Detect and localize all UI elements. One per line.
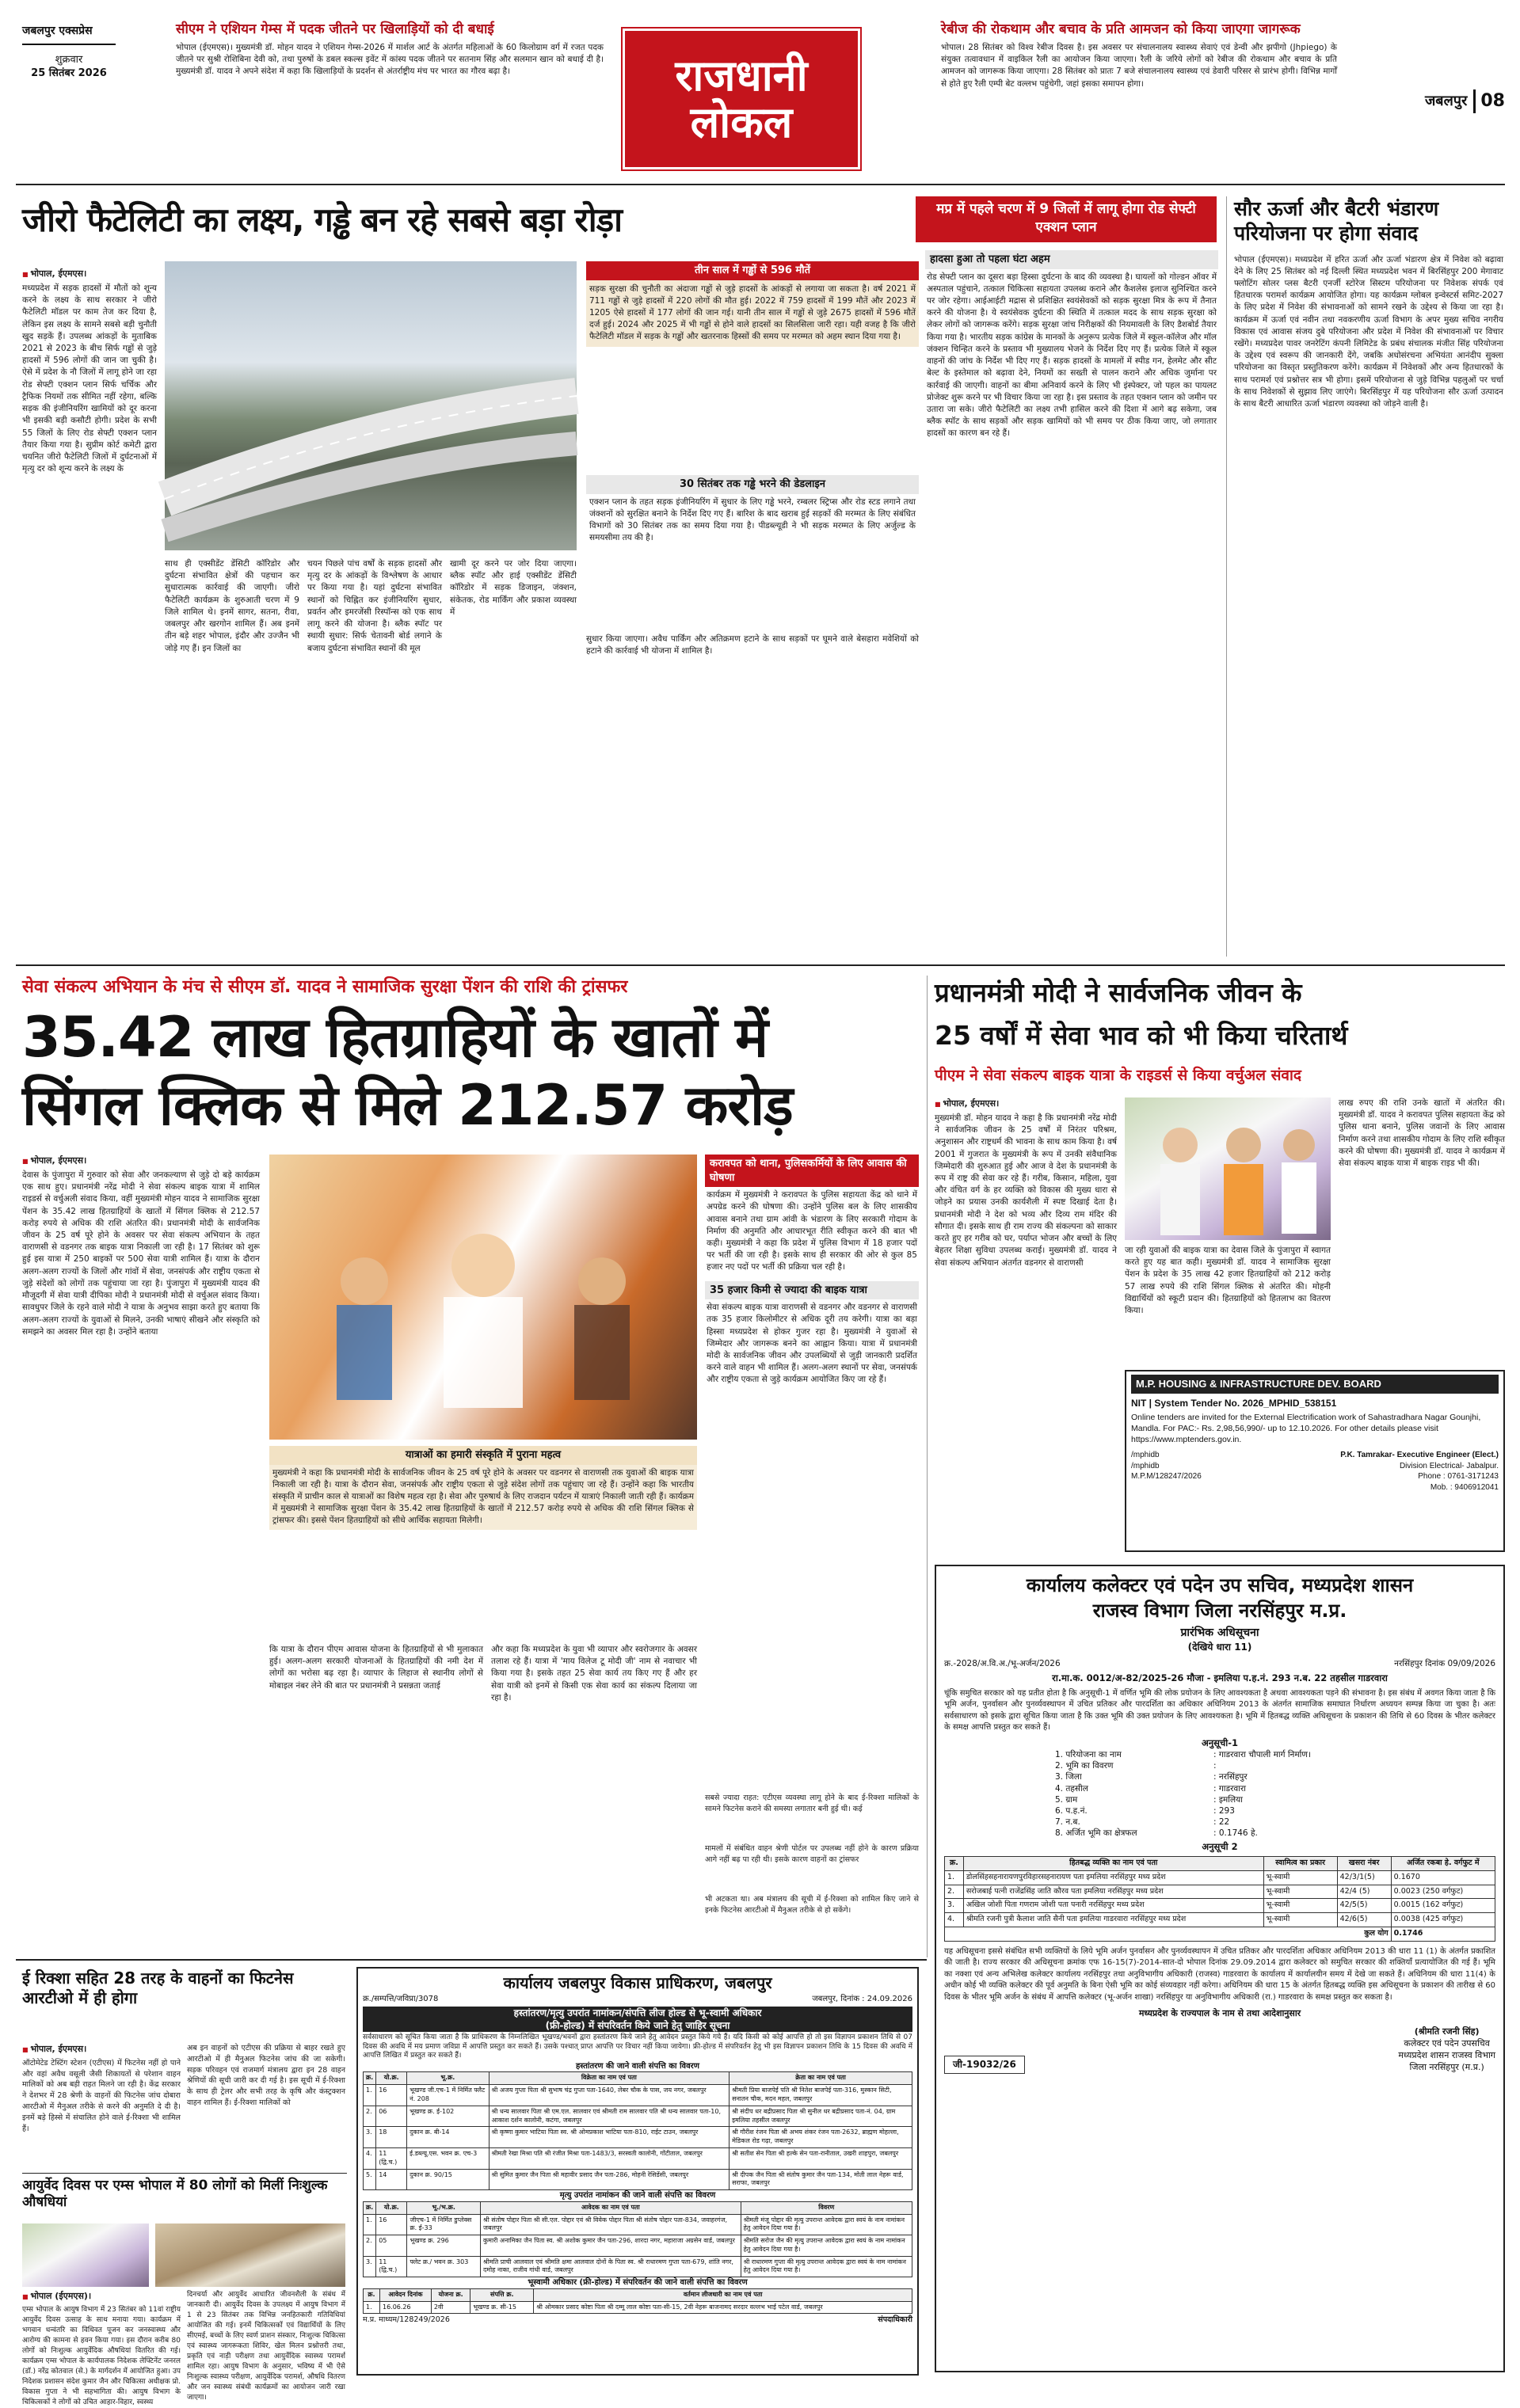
pm-col3: लाख रुपए की राशि उनके खातों में अंतरित की। मुख्यमंत्री डॉ. यादव ने करावपत पुलिस सहायता केंद्र को पुलिस थाना बनाने, पुलिस जवानों के लिए आवास निर्माण करने तथा शासकीय गोदाम के लिए राशि स्वीकृत करने की घोषणा की। मुख्यमंत्री डॉ. यादव ने कार्यक्रम में सेवा संकल्प बाइक यात्रा में बाइक राइड भी की। [1339, 1098, 1505, 1169]
pm-byline: ■ भोपाल, ईएमएस। [935, 1097, 1117, 1110]
transfer-row [364, 2127, 912, 2148]
schedule-row [1055, 1794, 1495, 1805]
table-header-cell: संपत्ति क्र. [470, 2288, 534, 2301]
schedule-row [1055, 1816, 1495, 1828]
land-row [945, 1899, 1495, 1913]
table-cell: श्री अजय गुप्ता पिता श्री सुभाष चंद्र गुप्ता पता-1640, लेबर चौक के पास, जय नगर, जबलपुर [489, 2085, 730, 2106]
schedule-row [1055, 1828, 1495, 1839]
table-cell: श्रीमति सरोज जैन की मृत्यु उपरान्त आवेदक द्वारा स्वयं के नाम नामांकन हेतु आवेदन दिया गया है। [741, 2235, 912, 2257]
table-cell: 42/5(5) [1337, 1899, 1391, 1913]
zf-col2: साथ ही एक्सीडेंट डेंसिटी कॉरिडोर और दुर्घटना संभावित क्षेत्रों की पहचान कर सुधारात्मक कार्रवाई की जाएगी। जीरो फैटेलिटी कार्यक्रम के शुरुआती चरण में 9 जिले शामिल थे। इनमें सागर, सतना, रीवा, जबलपुर और खरगोन शामिल हैं। अब इनमें तीन बड़े शहर भोपाल, इंदौर और उज्जैन भी जोड़े गए हैं। इन जिलों का [165, 559, 299, 653]
seva-col2: कि यात्रा के दौरान पीएम आवास योजना के हितग्राहियों से भी मुलाकात हुई। अलग-अलग सरकारी योजनाओं के हितग्राहियों की नमी देश में लोगों का भरोसा बढ़ रहा है। व्यापार के लिहाज से स्थानीय लोगों से मोबाइल नंबर लेने की बात पर प्रधानमंत्री ने प्रसन्नता जताई [269, 1645, 483, 1691]
mph-title: M.P. HOUSING & INFRASTRUCTURE DEV. BOARD [1131, 1375, 1499, 1394]
mph-signer: P.K. Tamrakar- Executive Engineer (Elect.) [1340, 1451, 1499, 1460]
schedule-key: 1. परियोजना का नाम [1055, 1750, 1122, 1760]
day-label: शुक्रवार [55, 53, 83, 66]
jda-subtitle-2: (फ्री-होल्ड) में संपरिवर्तन किये जाने हेतु जाहिर सूचना [363, 2019, 912, 2032]
table-cell: भू-स्वामी [1263, 1885, 1337, 1899]
table-cell: 2. [945, 1885, 964, 1899]
solar-body: भोपाल (ईएमएस)। मध्यप्रदेश में हरित ऊर्जा और ऊर्जा भंडारण क्षेत्र में निवेश को बढ़ावा देने के लिए 25 सितंबर को नई दिल्ली स्थित मध्यप्रदेश भवन में बिरसिंहपुर 200 मेगावाट फ्लोटिंग सोलर प्लस बैटरी एनर्जी स्टोरेज सिस्टम परियोजना पर निवेशक संपर्क एवं हितधारक परामर्श कार्यक्रम आयोजित होगा। यह कार्यक्रम ग्लोबल इन्वेस्टर्स समिट-2027 के लिए प्रदेश में निवेश की संभावनाओं को सामने रखने के उद्देश्य से किया जा रहा है। कार्यक्रम में ऊर्जा एवं नवीन तथा नवकरणीय ऊर्जा विभाग के अपर मुख्य सचिव नगरीय विकास एवं आवास संजय दुबे परियोजना और प्रदेश में निवेश की संभावनाओं पर विचार रखेंगे। मध्यप्रदेश पावर जनरेटिंग कंपनी लिमिटेड के प्रबंध संचालक मंजीत सिंह परियोजना के उद्देश्य एवं स्वरूप की जानकारी देंगे, जबकि अधोसंरचना अभियंता आनंदीप सुक्ला परियोजना का विस्तृत प्रस्तुतिकरण करेंगे। कार्यक्रम में निवेशकों और अन्य हितधारकों के साथ परामर्श एवं प्रश्नोत्तर सत्र भी होगा। इसमें परियोजना से जुड़े विभिन्न पहलुओं पर चर्चा के साथ निवेशकों से सुझाव लिए जाएंगे। बिरसिंहपुर में यह परियोजना सौर ऊर्जा उत्पादन के साथ बैटरी आधारित ऊर्जा भंडारण व्यवस्था को जोड़ने वाली है। [1234, 254, 1503, 409]
collector-title-2: राजस्व विभाग जिला नरसिंहपुर म.प्र. [1092, 1600, 1347, 1622]
table-cell: जीएच-1 में निर्मित डुप्लेक्स क्र. ई-33 [407, 2214, 481, 2235]
table-header-cell: खसरा नंबर [1337, 1856, 1391, 1870]
table-cell: श्री धन्य सालवार पिता श्री एम.एल. सालवार एवं श्रीमती राम सालवार पति श्री धन्य सालवार पता-10, आकाश दर्शन कालोनी, कटंगा, जबलपुर [489, 2106, 730, 2127]
mph-mob: Mob. : 9406912041 [1430, 1482, 1499, 1492]
table-cell: श्री संदीप धर बद्रीप्रसाद पिता श्री सुनील धर बद्रीप्रसाद पता-नं. 04, ग्राम इमलिया तहसील जबलपुर [730, 2106, 912, 2127]
table-cell: श्री राधारमण गुप्ता की मृत्यु उपरान्त आवेदक द्वारा स्वयं के नाम नामांकन हेतु आवेदन दिया गया है। [741, 2256, 912, 2277]
table-cell: 0.0038 (425 वर्गफुट) [1391, 1913, 1495, 1927]
solar-headline: सौर ऊर्जा और बैटरी भंडारण परियोजना पर होगा संवाद [1234, 197, 1439, 245]
zf-col3: चयन पिछले पांच वर्षों के सड़क हादसों और मृत्यु दर के आंकड़ों के विश्लेषण के आधार पर किया गया है। यहां दुर्घटना संभावित स्थानों को चिह्नित कर इंजीनियरिंग सुधार, प्रवर्तन और इमरजेंसी रिस्पॉन्स को एक साथ लागू करने की योजना है। ब्लैक स्पॉट पर स्थायी सुधार: सिर्फ चेतावनी बोर्ड लगाने के बजाय दुर्घटना संभावित स्थानों की मूल [307, 559, 442, 653]
seva-side-box [705, 1155, 919, 1788]
schedule-value: : 0.1746 हे. [1213, 1828, 1258, 1839]
top-left-headline: सीएम ने एशियन गेम्स में पदक जीतने पर खिलाड़ियों को दी बधाई [176, 21, 494, 37]
table-cell: 2. [364, 2106, 376, 2127]
table-cell: डोलसिंहसहनारायणपुरविहारसहनारायण पता इमलिया नरसिंहपुर मध्य प्रदेश [963, 1870, 1263, 1885]
schedule-row [1055, 1771, 1495, 1782]
nomination-row [364, 2235, 912, 2257]
table-cell: भूखण्ड जी.एच-1 में निर्मित फ्लैट नं. 208 [407, 2085, 489, 2106]
schedule-list [1055, 1749, 1495, 1839]
table-header-cell: क्र. [945, 1856, 964, 1870]
schedule-row [1055, 1783, 1495, 1794]
section-title-line1: राजधानी [675, 50, 808, 101]
mph-tender-no: NIT | System Tender No. 2026_MPHID_538151 [1131, 1397, 1337, 1409]
rally-illustration [269, 1155, 697, 1440]
seva-col1-text: देवास के पुंजापुरा में गुरुवार को सेवा और जनकल्याण से जुड़े दो बड़े कार्यक्रम एक साथ हुए। प्रधानमंत्री नरेंद्र मोदी ने सेवा संकल्प बाइक यात्रा में शामिल राइडर्स से वर्चुअली संवाद किया, वहीं मुख्यमंत्री मोहन यादव ने सामाजिक सुरक्षा पेंशन के 35.42 लाख हितग्राहियों के खातों में सिंगल क्लिक से 212.57 करोड़ रुपये से अधिक की राशि अंतरित की। प्रधानमंत्री मोदी के सार्वजनिक जीवन के 25 वर्ष पूरे होने के अवसर पर सेवा संकल्प अभियान के तहत वाराणसी से वडनगर तक बाइक यात्रा निकाली जा रही है। 17 सितंबर को शुरू हुई इस यात्रा में 250 बाइकों पर 500 सेवा यात्री शामिल हैं। यात्रा के दौरान अलग-अलग राज्यों के जिलों और गांवों में सेवा, जनसंपर्क और राष्ट्रीय एकता से जुड़े संदेशों को लोगों तक पहुंचाया जा रहा है। पुंजापुरा में मुख्यमंत्री यादव की मौजूदगी में सेवा यात्री दीपिका मोदी ने प्रधानमंत्री मोदी से वर्चुअल संवाद किया। सावधुपर जिले के रहने वाले मोदी ने यात्रा के अनुभव साझा करते हुए बताया कि अलग-अलग राज्यों के युवाओं से मिलने, उनकी भाषाएं सीखने और संस्कृति को समझने का अवसर मिल रहा है। उन्होंने बताया [22, 1170, 260, 1337]
transfer-row [364, 2169, 912, 2190]
table-cell: 1. [364, 2214, 376, 2235]
table-cell: 14 [376, 2169, 407, 2190]
erickshaw-col1-text: ऑटोमेटेड टेस्टिंग स्टेशन (एटीएस) में फिटनेस नहीं हो पाने और वहां अवैध वसूली जैसी शिकायतों से परेशान वाहन मालिकों को अब बड़ी राहत मिलने जा रही है। केंद्र सरकार ने देशभर में 28 श्रेणी के वाहनों की फिटनेस जांच दोबारा आरटीओ में मैनुअल तरीके से करने की अनुमति दे दी है। इनमें बड़े हिस्से में संचालित होने वाले ई-रिक्शा भी शामिल हैं। [22, 2058, 181, 2133]
table-header-cell: भू.क्र. [407, 2072, 489, 2085]
jda-subtitle-1: हस्तांतरण/मृत्यु उपरांत नामांकन/संपत्ति लीज होल्ड से भू-स्वामी अधिकार [363, 2007, 912, 2019]
jda-freehold-table [363, 2288, 912, 2315]
land-row [945, 1870, 1495, 1885]
collector-ref-left: क्र.-2028/अ.वि.अ./भू-अर्जन/2026 [944, 1658, 1061, 1668]
page-number-box [1347, 87, 1505, 116]
jda-footer-right: संपदाधिकारी [878, 2315, 912, 2325]
mph-handles [1131, 1450, 1202, 1493]
table-header-cell: यो.क्र. [376, 2072, 407, 2085]
ayurveda-byline: ■ भोपाल (ईएमएस)। [22, 2290, 181, 2303]
zf-col1 [22, 268, 157, 980]
ayurveda-col1-text: एम्स भोपाल के आयुष विभाग में 23 सितंबर को 11वां राष्ट्रीय आयुर्वेद दिवस उत्साह के साथ मनाया गया। कार्यक्रम में भगवान धन्वंतरि का विधिवत पूजन कर जनस्वास्थ्य और आरोग्य की कामना से हवन किया गया। इस दौरान करीब 80 लोगों को निःशुल्क आयुर्वेदिक औषधियां वितरित की गई। कार्यक्रम एम्स भोपाल के कार्यपालक निदेशक लेफ्टिनेंट जनरल (डॉ.) नरेंद्र कोतवाल (से.) के मार्गदर्शन में आयोजित हुआ। उप निदेशक प्रशासन संदेश कुमार जैन और चिकित्सा अधीक्षक प्रो. विकास गुप्ता ने भी सहभागिता की। आयुष विभाग के चिकित्सकों ने लोगों को उचित आहार-विहार, स्वस्थ्य [22, 2305, 181, 2407]
seva-bottom-rule [16, 1959, 927, 1961]
caption-body: मुख्यमंत्री ने कहा कि प्रधानमंत्री मोदी के सार्वजनिक जीवन के 25 वर्ष पूरे होने के अवसर पर वडनगर से वाराणसी तक युवाओं की बाइक यात्रा निकाली जा रही है। यात्रा के दौरान सेवा, जनसंपर्क और राष्ट्रीय एकता से जुड़े संदेश लोगों तक पहुंचाए जा रहे हैं। उन्होंने कहा कि भारतीय संस्कृति में प्राचीन काल से यात्राओं का विशेष महत्व रहा है। सेवा और पुरुषार्थ के लिए राजदान पर्यटन में यात्राएं निकाली जाती रही हैं। कार्यक्रम में मुख्यमंत्री ने सामाजिक सुरक्षा पेंशन के 35.42 लाख हितग्राहियों के खातों में 212.57 करोड़ रुपये से अधिक की राशि सिंगल क्लिक से ट्रांसफर की। इससे पेंशन हितग्राहियों को सीधे आर्थिक सहायता मिलेगी। [269, 1465, 697, 1530]
stat-box [586, 261, 919, 467]
jda-t1-title: हस्तांतरण की जाने वाली संपत्ति का विवरण [576, 2061, 699, 2071]
city-label: जबलपुर [1424, 92, 1468, 109]
table-cell: श्री कृष्णा कुमार भाटिया पिता स्व. श्री ओमप्रकाश भाटिया पता-810, राईट टाउन, जबलपुर [489, 2127, 730, 2148]
table-cell: 0.0023 (250 वर्गफुट) [1391, 1885, 1495, 1899]
schedule-key: 6. प.ह.नं. [1055, 1805, 1088, 1816]
pm-headline-1: प्रधानमंत्री मोदी ने सार्वजनिक जीवन के [935, 977, 1302, 1008]
table-cell: सरोजबाई पत्नी राजेंद्रसिंह जाति कौरव पता इमलिया नरसिंहपुर मध्य प्रदेश [963, 1885, 1263, 1899]
side-body: कार्यक्रम में मुख्यमंत्री ने करावपत के पुलिस सहायता केंद्र को थाने में अपग्रेड करने की घोषणा की। उन्होंने पुलिस बल के लिए शासकीय आवास बनाने तथा ग्राम आंवी के भंडारण के लिए सरकारी गोदाम के निर्माण की अनुमति और आधारभूत रीति स्वीकृत करने की बात भी कही। मुख्यमंत्री ने कहा कि प्रदेश में पुलिस विभाग में 18 हजार पदों पर भर्ती की जा रही है। इसके साथ ही सरकार की ओर से कुल 85 हजार नए पदों पर भर्ती की प्रक्रिया चल रही है। [707, 1190, 917, 1272]
date-label: 25 सितंबर 2026 [31, 67, 107, 80]
collector-signer-title-1: कलेक्टर एवं पदेन उपसचिव [1404, 2038, 1490, 2049]
solar-divider [1226, 196, 1227, 957]
table-cell: 05 [376, 2235, 407, 2257]
table-cell: भू-स्वामी [1263, 1913, 1337, 1927]
table-cell: भू-स्वामी [1263, 1870, 1337, 1885]
table-cell: 5. [364, 2169, 376, 2190]
mph-division: Division Electrical- Jabalpur. [1399, 1461, 1499, 1470]
mph-ref: M.P.M/128247/2026 [1131, 1472, 1202, 1482]
top-left-body: भोपाल (ईएमएस)। मुख्यमंत्री डॉ. मोहन यादव ने एशियन गेम्स-2026 में मार्शल आर्ट के अंतर्गत महिलाओं के 60 किलोग्राम वर्ग में रजत पदक जीतने पर सुश्री रोशिबिना देवी को, तथा पुरुषों के डबल स्कल्स इवेंट में कांस्य पदक जीतने पर सतनाम सिंह और सलमान खान को बधाई दी है। मुख्यमंत्री डॉ. यादव ने अपने संदेश में कहा कि खिलाड़ियों के प्रदर्शन से अंतर्राष्ट्रीय मंच पर भारत का गौरव बढ़ा है। [176, 42, 604, 77]
schedule-key: 4. तहसील [1055, 1783, 1088, 1794]
collector-intro: चूंकि समुचित सरकार को यह प्रतीत होता है कि अनुसूची-1 में वर्णित भूमि की लोक प्रयोजन के लिए आवश्यकता है अथवा आवश्यकता पड़ने की संभावना है। इस संबंध में अवगत किया जाता है कि भूमि अर्जन, पुनर्वासन और पुनर्व्यवस्थापन में उचित प्रतिकर और पारदर्शिता का अधिकार अधिनियम 2013 के अंतर्गत सामाजिक समाघात निर्धारण अध्ययन सम्पन्न किया जा चुका है। अतः सर्वसाधारण को इसके द्वारा सूचित किया जाता है कि उक्त भूमि की उक्त प्रयोजन के लिए आवश्यकता है। भूमि में हितबद्ध व्यक्ति अधिसूचना के प्रकाशन की तिथि से 60 दिवस के भीतर कलेक्टर के समक्ष आपत्ति प्रस्तुत कर सकते हैं। [944, 1688, 1495, 1733]
pm-illustration [1125, 1097, 1331, 1240]
zf-byline: ■ भोपाल, ईएमएस। [22, 268, 157, 280]
table-cell: अखिल जोशी पिता गणराम जोशी पता पनारी नरसिंहपुर मध्य प्रदेश [963, 1899, 1263, 1913]
pm-col2: जा रही युवाओं की बाइक यात्रा का देवास जिले के पुंजापुरा में स्वागत करते हुए यह बात कही। मुख्यमंत्री डॉ. यादव ने सामाजिक सुरक्षा पेंशन के प्रदेश के 35 लाख 42 हजार हितग्राहियों को 212 करोड़ 57 लाख रुपये की राशि सिंगल क्लिक से अंतरित की। मोहनी विद्यार्थियों को स्कूटी प्रदान की। हितग्राहियों को हितलाभ का वितरण किया। [1125, 1246, 1331, 1316]
table-cell: श्री गौरीश रंजन पिता श्री अभय शंकर रंजन पता-2632, ब्राह्मण मोहल्ला, मेडिकल रोड गढ़ा, जबलपुर [730, 2127, 912, 2148]
seva-headline-2: सिंगल क्लिक से मिले 212.57 करोड़ [22, 1073, 793, 1138]
table-cell: दुकान क्र. 90/15 [407, 2169, 489, 2190]
side-body-2: सेवा संकल्प बाइक यात्रा वाराणसी से वडनगर और वडनगर से वाराणसी तक 35 हजार किलोमीटर से अधिक दूरी तय करेगी। यात्रा का बड़ा हिस्सा मध्यप्रदेश से होकर गुजर रहा है। मुख्यमंत्री ने युवाओं से जिम्मेदार और जागरूक बनने का आह्वान किया। यात्रा में प्रधानमंत्री मोदी के सार्वजनिक जीवन और उपलब्धियों से जुड़ी जानकारी प्रदर्शित करने वाले वाहन भी शामिल हैं। अलग-अलग स्थानों पर सेवा, जनसंपर्क और राष्ट्रीय एकता से जुड़े कार्यक्रम आयोजित किए जा रहे हैं। [707, 1303, 917, 1385]
mph-handle-1: /mphidb [1131, 1451, 1160, 1460]
table-header-row [364, 2288, 912, 2301]
table-cell: 0.0015 (162 वर्गफुट) [1391, 1899, 1495, 1913]
road-photo [165, 261, 577, 550]
schedule-key: 7. न.ब. [1055, 1817, 1080, 1828]
jda-footer [363, 2315, 912, 2326]
caption-head: यात्राओं का हमारी संस्कृति में पुराना महत्व [269, 1446, 697, 1465]
section-logo [623, 29, 860, 169]
table-cell: फ्लेट क्र./ भवन क्र. 303 [407, 2256, 481, 2277]
table-cell: 16 [376, 2085, 407, 2106]
side-head: करावपत को थाना, पुलिसकर्मियों के लिए आवास की घोषणा [705, 1155, 919, 1187]
jda-nomination-table [363, 2201, 912, 2278]
golden-hour-box [925, 250, 1218, 955]
table-cell: 1. [364, 2301, 380, 2314]
red-box-text: मप्र में पहले चरण में 9 जिलों में लागू होगा रोड सेफ्टी एक्शन प्लान [936, 201, 1196, 235]
table-cell: 42/6(5) [1337, 1913, 1391, 1927]
collector-signer-title-3: जिला नरसिंहपुर (म.प्र.) [1409, 2061, 1484, 2072]
erickshaw-headline-main: ई रिक्शा सहित 28 तरह के वाहनों का फिटनेस आरटीओ में ही होगा [22, 1969, 294, 2007]
table-cell: 0.1670 [1391, 1870, 1495, 1885]
table-cell: श्रीमती प्रिया बाजपेई पति श्री नितेश बाजपेई पता-316, मुस्कान सिटी, सनातन चौक, मदन महल, जबलपुर [730, 2085, 912, 2106]
top-left-story [176, 21, 604, 139]
stat-body: सड़क सुरक्षा की चुनौती का अंदाजा गड्ढों से जुड़े हादसों के आंकड़ों से लगाया जा सकता है। वर्ष 2021 में 711 गड्ढों से जुड़े हादसों में 220 लोगों की मौत हुई। 2022 में 759 हादसों में 199 मौतें और 2023 में 1205 ऐसे हादसों में 177 लोगों की जान गई। यानी तीन साल में गड्ढों से जुड़े 2675 हादसों में 596 मौतें दर्ज हुई। 2024 और 2025 में भी गड्ढों से होने वाले हादसों का सिलसिला जारी रहा। यही वजह है कि जीरो फैटेलिटी मॉडल में सड़क के गड्ढों और खतरनाक हिस्सों की समय पर मरम्मत को अहम स्थान दिया गया है। [586, 280, 919, 347]
mph-signature-block [1340, 1450, 1499, 1493]
schedule-value: : 293 [1213, 1805, 1235, 1816]
table-header-cell: विक्रेता का नाम एवं पता [489, 2072, 730, 2085]
seva-kicker: सेवा संकल्प अभियान के मंच से सीएम डॉ. यादव ने सामाजिक सुरक्षा पेंशन की राशि की ट्रांसफर [22, 977, 628, 997]
jda-intro: सर्वसाधारण को सूचित किया जाता है कि प्राधिकरण के निम्नलिखित भूखण्ड/भवनों द्वारा हस्तांतरण किये जाने हेतु आवेदन प्रस्तुत किये गये हैं। यदि किसी को कोई आपत्ति हो तो इस विज्ञापन प्रकाशन तिथि से 07 दिवस की अवधि में मय प्रमाण जविप्रा में आपत्ति प्रस्तुत कर सकते हैं। उसके पश्चात् प्राप्त आपत्ति पर विचार नहीं किया जायेगा। फ्री-होल्ड में संपरिवर्तन हेतु भी इस विज्ञापन प्रकाशन तिथि के 15 दिवस की अवधि में आपत्ति लिखित में प्रस्तुत कर सकते हैं। [363, 2033, 912, 2060]
erickshaw-col5: भी अटकता था। अब मंत्रालय की सूची में ई-रिक्शा को शामिल किए जाने से इनके फिटनेस आरटीओ में मैनुअल तरीके से हो सकेंगे। [705, 1895, 919, 1915]
table-header-cell: वर्तमान लीजधारी का नाम एवं पता [534, 2288, 912, 2301]
seva-headline-1: 35.42 लाख हितग्राहियों के खातों में [22, 1005, 768, 1070]
collector-refs [944, 1658, 1495, 1669]
ayurveda-col2: दिनचर्या और आयुर्वेद आधारित जीवनशैली के संबंध में जानकारी दी। आयुर्वेद दिवस के उपलक्ष्य में आयुष विभाग में 1 से 23 सितंबर तक विभिन्न जनहितकारी गतिविधियां आयोजित की गई। इनमें चिकित्सकों एवं विद्यार्थियों के लिए सीएमई, बच्चों के लिए स्वर्ण प्राशन संस्कार, निःशुल्क चिकित्सा एवं स्वास्थ्य जागरूकता शिविर, खेल मिलन प्रश्नोत्तरी तथा, प्रकृति एवं नाड़ी परीक्षण तथा आयुर्वेदिक स्वास्थ्य परामर्श शामिल रहा। आयुष विभाग के अनुसार, भविष्य में भी ऐसे निःशुल्क स्वास्थ्य परीक्षण, आयुर्वेदिक परामर्श, औषधि वितरण और जन स्वास्थ्य संबंधी कार्यक्रमों का आयोजन जारी रखा जाएगा। [187, 2291, 345, 2402]
table-cell: श्रीमति रजनी पुत्री कैलाश जाति सैनी पता इमलिया गाडरवारा नरसिंहपुर मध्य प्रदेश [963, 1913, 1263, 1927]
collector-sub-1: प्रारंभिक अधिसूचना [1180, 1626, 1259, 1639]
pm-divider [927, 976, 928, 1957]
paper-name: जबलपुर एक्सप्रेस [22, 24, 116, 45]
table-cell: भूखण्ड क्र. सी-15 [470, 2301, 534, 2314]
pm-photo [1125, 1097, 1331, 1240]
table-header-cell: क्र. [364, 2072, 376, 2085]
table-header-cell: अर्जित रकबा हे. वर्गफुट में [1391, 1856, 1495, 1870]
collector-notice [935, 1565, 1505, 2372]
table-cell: 3. [945, 1899, 964, 1913]
collector-signer-title-2: मध्यप्रदेश शासन राजस्व विभाग [1398, 2049, 1495, 2060]
table-cell: 4. [945, 1913, 964, 1927]
table-header-cell: क्र. [364, 2288, 380, 2301]
collector-land-table [944, 1856, 1495, 1942]
pm-headline-2: 25 वर्षों में सेवा भाव को भी किया चरितार्थ [935, 1020, 1348, 1051]
mph-handle-2: /mphidb [1131, 1461, 1160, 1470]
section-title-line2: लोकल [690, 97, 793, 147]
jda-ref-right: जबलपुर, दिनांक : 24.09.2026 [812, 1995, 912, 2003]
table-cell: 16 [376, 2214, 407, 2235]
zf-bottom-rule [16, 964, 1505, 966]
jda-title: कार्यालय जबलपुर विकास प्राधिकरण, जबलपुर [503, 1973, 772, 1992]
collector-title-1: कार्यालय कलेक्टर एवं पदेन उप सचिव, मध्यप्रदेश शासन [1026, 1574, 1414, 1596]
table-cell: 18 [376, 2127, 407, 2148]
schedule-key: 3. जिला [1055, 1772, 1082, 1782]
pm-col1-text: मुख्यमंत्री डॉ. मोहन यादव ने कहा है कि प्रधानमंत्री नरेंद्र मोदी ने सार्वजनिक जीवन के 25 वर्षों में निरंतर परिश्रम, अनुशासन और राष्ट्रधर्म की भावना के साथ काम किया है। वर्ष 2001 में गुजरात के मुख्यमंत्री के रूप में उनकी संवैधानिक जिम्मेदारी की शुरुआत हुई और आज वे देश के प्रधानमंत्री के रूप में राष्ट्र की सेवा कर रहे हैं। गरीब, किसान, महिला, युवा और वंचित वर्ग के हर व्यक्ति को विकास की मुख्य धारा से जोड़ने का प्रयास उनकी कार्यशैली में स्पष्ट दिखाई देता है। प्रधानमंत्री मोदी ने देश को भव्य और दिव्य राम मंदिर की सौगात दी। इसके साथ ही राम राज्य की संकल्पना को साकार करते हुए हर गरीब को घर, पर्याप्त भोजन और बच्चों के लिए बेहतर शिक्षा सुविधा उपलब्ध कराई। मुख्यमंत्री डॉ. यादव ने सेवा संकल्प अभियान अंतर्गत वडनगर से वाराणसी [935, 1113, 1117, 1268]
table-header-cell: स्वामित्व का प्रकार [1263, 1856, 1337, 1870]
table-cell: 42/4 (5) [1337, 1885, 1391, 1899]
table-cell: श्रीमति प्राची आलवाल एवं श्रीमति क्षमा आलवाल दोनों के पिता स्व. श्री राधारमण गुप्ता पता-679, शांति नगर, दमोह नाका, राजीव गांधी वार्ड, जबलपुर [481, 2256, 741, 2277]
golden-head: हादसा हुआ तो पहला घंटा अहम [925, 250, 1218, 269]
zero-fatality-red-box [916, 196, 1217, 242]
table-cell: 4. [364, 2148, 376, 2170]
table-cell: श्रीमती मंजू पोद्दार की मृत्यु उपरान्त आवेदक द्वारा स्वयं के नाम नामांकन हेतु आवेदन दिया गया है। [741, 2214, 912, 2235]
total-label: कुल योग [945, 1927, 1392, 1942]
table-header-cell: भू./भ.क्र. [407, 2201, 481, 2214]
collector-signer: (श्रीमति रजनी सिंह) [1414, 2026, 1480, 2037]
table-cell: श्री संतोष पोद्दार पिता श्री सी.एल. पोद्दार एवं श्री विवेक पोद्दार पिता श्री संतोष पोद्दार पता-834, जवाहरगंज, जबलपुर [481, 2214, 741, 2235]
collector-sign-row [944, 2026, 1495, 2073]
erickshaw-col3: सबसे ज्यादा राहत: एटीएस व्यवस्था लागू होने के बाद ई-रिक्शा मालिकों के सामने फिटनेस कराने की समस्या लगातार बनी हुई थी। कई [705, 1794, 919, 1813]
nomination-row [364, 2256, 912, 2277]
collector-ref-code: जी-19032/26 [944, 2056, 1025, 2073]
table-header-cell: क्रेता का नाम एवं पता [730, 2072, 912, 2085]
table-cell: 06 [376, 2106, 407, 2127]
mph-phone: Phone : 0761-3171243 [1418, 1472, 1499, 1482]
mph-body: Online tenders are invited for the External Electrification work of Sahastradhara Nagar Gounjhi, Mandla. For PAC:- Rs. 2,98,56,990/- up to 12.10.2026. For other details please visit https://www.mptenders.gov.in. [1131, 1412, 1481, 1445]
seva-col1 [22, 1155, 260, 1954]
collector-closing: यह अधिसूचना इससे संबंधित सभी व्यक्तियों के लिये भूमि अर्जन पुनर्वासन और पुनर्व्यवस्थापन में उचित प्रतिकर और पारदर्शिता अधिकार अधिनियम 2013 की धारा 11 (1) के अंतर्गत प्रकाशित की जाती है। राज्य सरकार की अधिसूचना क्रमांक एफ 16-15(7)-2014-सात-दो भोपाल दिनांक 29.09.2014 द्वारा कलेक्टर को समुचित सरकार की शक्तियाँ प्रत्यायोजित की गई हैं। भूमि का नक्शा एवं अन्य अभिलेख कलेक्टर कार्यालय नरसिंहपुर तथा अनुविभागीय अधिकारी (राजस्व) गाडरवारा के कार्यालय में कार्यालयीन समय में देखे जा सकते हैं। अधिनियम की धारा 11(4) के अधीन कोई भी व्यक्ति कलेक्टर की पूर्व अनुमति के बिना ऐसी भूमि का कोई संव्यवहार नहीं करेगा। अधिनियम की धारा 15 के अंतर्गत हितबद्ध व्यक्ति इस अधिसूचना के प्रकाशन की तारीख से 60 दिवस के भीतर भूमि अर्जन के संबंध में आपत्ति कलेक्टर (भू-अर्जन शाखा) नरसिंहपुर या अनुविभागीय अधिकारी (रा.) गाडरवारा के समक्ष प्रस्तुत कर सकता है। [944, 1946, 1495, 2002]
schedule-row [1055, 1760, 1495, 1771]
solar-story [1234, 196, 1503, 957]
table-cell: श्री सुमित कुमार जैन पिता श्री महावीर प्रसाद जैन पता-286, मोहनी रेसिडेंसी, जबलपुर [489, 2169, 730, 2190]
masthead-left-box [22, 24, 116, 103]
schedule-key: 8. अर्जित भूमि का क्षेत्रफल [1055, 1828, 1137, 1839]
jda-t2-title: मृत्यु उपरांत नामांकन की जाने वाली संपत्ति का विवरण [559, 2191, 716, 2201]
mph-footer [1131, 1450, 1499, 1493]
table-header-row [945, 1856, 1495, 1870]
table-cell: 11 (द्वि.च.) [376, 2256, 407, 2277]
schedule-value: : गाडरवारा [1213, 1783, 1246, 1794]
schedule-key: 5. ग्राम [1055, 1794, 1078, 1805]
transfer-row [364, 2085, 912, 2106]
zf-col5: सुधार किया जाएगा। अवैध पार्किंग और अतिक्रमण हटाने के साथ सड़कों पर घूमने वाले बेसहारा मवेशियों को हटाने की कार्रवाई भी योजना में शामिल है। [586, 634, 919, 656]
flyover-illustration [165, 261, 577, 550]
collector-signature-block [1398, 2026, 1495, 2073]
table-header-row [364, 2201, 912, 2214]
table-cell: 1. [364, 2085, 376, 2106]
rally-photo [269, 1155, 697, 1440]
table-cell: 1. [945, 1870, 964, 1885]
jda-ref-left: क्र./सम्पत्ति/जविप्रा/3078 [363, 1995, 439, 2003]
transfer-row [364, 2106, 912, 2127]
erickshaw-col2: अब इन वाहनों को एटीएस की प्रक्रिया से बाहर रखते हुए आरटीओ में ही मैनुअल फिटनेस जांच की जा सकेगी। सड़क परिवहन एवं राजमार्ग मंत्रालय द्वारा इन 28 वाहन श्रेणियों की सूची जारी कर दी गई है। इस सूची में ई-रिक्शा के साथ ही ट्रेलर और सभी तरह के कृषि और कंस्ट्रक्शन वाहन शामिल हैं। ई-रिक्शा मालिकों को [187, 2044, 345, 2107]
schedule-value: : इमलिया [1213, 1794, 1243, 1805]
schedule2-title: अनुसूची 2 [1202, 1841, 1238, 1853]
collector-order: मध्यप्रदेश के राज्यपाल के नाम से तथा आदेशानुसार [1138, 2008, 1301, 2019]
table-cell: भूखण्ड क्र. 296 [407, 2235, 481, 2257]
nomination-row [364, 2214, 912, 2235]
top-right-story [941, 21, 1337, 139]
table-cell: ई.डब्ल्यू.एस. भवन क्र. एच-3 [407, 2148, 489, 2170]
table-cell: 16.06.26 [379, 2301, 431, 2314]
seva-byline: ■ भोपाल, ईएमएस। [22, 1155, 260, 1167]
table-header-cell: आवेदक का नाम एवं पता [481, 2201, 741, 2214]
land-row [945, 1885, 1495, 1899]
side-head-2: 35 हजार किमी से ज्यादा की बाइक यात्रा [705, 1281, 919, 1300]
mph-tender-ad [1125, 1370, 1505, 1552]
collector-case: रा.मा.क. 0012/अ-82/2025-26 मौजा - इमलिया प.ह.नं. 293 न.ब. 22 तहसील गाडरवारा [1052, 1672, 1388, 1684]
collector-sub-2: (देखिये धारा 11) [1187, 1641, 1252, 1653]
table-cell: भू-स्वामी [1263, 1899, 1337, 1913]
seva-photo-caption [269, 1446, 697, 1636]
table-cell: 3. [364, 2256, 376, 2277]
zero-fatality-headline: जीरो फैटेलिटी का लक्ष्य, गड्ढे बन रहे सबसे बड़ा रोड़ा [22, 200, 622, 239]
jda-transfer-table [363, 2071, 912, 2190]
table-header-row [364, 2072, 912, 2085]
table-cell: भूखण्ड क्र. ई-102 [407, 2106, 489, 2127]
jda-t3-title: भूस्वामी अधिकार (फ्री-होल्ड) में संपरिवर्तन की जाने वाली संपत्ति का विवरण [528, 2278, 748, 2288]
stat-head: तीन साल में गड्ढों से 596 मौतें [586, 261, 919, 280]
schedule-value: : नरसिंहपुर [1213, 1772, 1248, 1782]
table-cell: कुमारी अनामिका जैन पिता स्व. श्री अशोक कुमार जैन पता-296, शारदा नगर, महाराजा अग्रसेन वार्ड, जबलपुर [481, 2235, 741, 2257]
schedule-key: 2. भूमि का विवरण [1055, 1761, 1114, 1771]
schedule-title: अनुसूची-1 [1202, 1737, 1238, 1748]
schedule-value: : 22 [1213, 1817, 1230, 1828]
erickshaw-byline: ■ भोपाल, ईएमएस। [22, 2043, 181, 2056]
jda-refs [363, 1994, 912, 2005]
freehold-row [364, 2301, 912, 2314]
table-header-cell: हितबद्ध व्यक्ति का नाम एवं पता [963, 1856, 1263, 1870]
table-header-cell: योजना क्र. [431, 2288, 470, 2301]
table-header-cell: यो.क्र. [376, 2201, 407, 2214]
table-cell: 3. [364, 2127, 376, 2148]
table-cell: श्री ओमकार प्रसाद कोष्टा पिता श्री दम्मू लाल कोष्टा पता-सी-15, 2वी नेहरू बाजनामद सरदार वल्लभ भाई पटेल वार्ड, जबलपुर [534, 2301, 912, 2314]
collector-ref-right: नरसिंहपुर दिनांक 09/09/2026 [1394, 1658, 1495, 1668]
jda-notice [356, 1967, 919, 2376]
table-header-cell: विवरण [741, 2201, 912, 2214]
table-cell: 2वी [431, 2301, 470, 2314]
pm-subhead: पीएम ने सेवा संकल्प बाइक यात्रा के राइडर्स से किया वर्चुअल संवाद [935, 1067, 1302, 1084]
transfer-row [364, 2148, 912, 2170]
schedule-row [1055, 1749, 1495, 1760]
total-value: 0.1746 [1391, 1927, 1495, 1942]
table-header-cell: क्र. [364, 2201, 376, 2214]
table-cell: श्री सतीश सेन पिता श्री हल्के सेन पता-रानीताल, उखरी शाहपुरा, जबलपुर [730, 2148, 912, 2170]
seva-col3: और कहा कि मध्यप्रदेश के युवा भी व्यापार और स्वरोजगार के अवसर तलाश रहे हैं। यात्रा में 'माय विलेज टू मोदी जी' नाम से नवाचार भी किया गया है। इसके तहत 25 सेवा कार्य तय किए गए हैं और हर सेवा यात्री को इनमें से किसी एक सेवा कार्य का संकल्प दिलाया जा रहा है। [491, 1645, 697, 1702]
erickshaw-col4: मामलों में संबंधित वाहन श्रेणी पोर्टल पर उपलब्ध नहीं होने के कारण प्रक्रिया आगे नहीं बढ़ पा रही थी। इसके कारण वाहनों का ट्रांसफर [705, 1844, 919, 1864]
deadline-head: 30 सितंबर तक गड्ढे भरने की डेडलाइन [586, 475, 919, 494]
deadline-body: एक्शन प्लान के तहत सड़क इंजीनियरिंग में सुधार के लिए गड्ढे भरने, रम्बलर स्ट्रिप्स और रोड स्टड लगाने तथा जंक्शनों को सुरक्षित बनाने के निर्देश दिए गए हैं। बारिश के बाद खराब हुई सड़कों की मरम्मत के लिए संबंधित विभागों को 30 सितंबर तक का समय दिया गया है। पीडब्ल्यूडी ने भी सड़क मरम्मत के लिए अर्जुल्ड के समयसीमा तय की है। [589, 496, 916, 543]
zf-col4: खामी दूर करने पर जोर दिया जाएगा। ब्लैक स्पॉट और हाई एक्सीडेंट डेंसिटी कॉरिडोर में सड़क डिजाइन, जंक्शन, संकेतक, रोड मार्किंग और प्रकाश व्यवस्था में [450, 559, 577, 617]
deadline-box [586, 475, 919, 633]
table-cell: श्रीमती रेखा मिश्रा पति श्री रंजीत मिश्रा पता-1483/3, सरस्वती कालोनी, गोंटीताल, जबलपुर [489, 2148, 730, 2170]
golden-body: रोड सेफ्टी प्लान का दूसरा बड़ा हिस्सा दुर्घटना के बाद की व्यवस्था है। घायलों को गोल्डन ऑवर में अस्पताल पहुंचाने, तत्काल चिकित्सा सहायता उपलब्ध कराने और कैशलेस इलाज सुनिश्चित करने पर जोर रहेगा। आईआईटी मद्रास से प्रशिक्षित स्वयंसेवकों को सड़क सुरक्षा मित्र के रूप में तैनात करने की योजना है। ये स्वयंसेवक दुर्घटना की स्थिति में तत्काल मदद के साथ सड़क सुरक्षा को लेकर लोगों को जागरूक करेंगे। सड़क सुरक्षा जांच निरीक्षकों की नियमावली के लिए डैशबोर्ड तैयार किया गया है। भारतीय सड़क कांग्रेस के मानकों के अनुरूप प्रत्येक जिले में स्कूल-कॉलेज और मॉल जंक्शन चिन्हित करने के प्रस्ताव भी मुख्यालय भेजने के निर्देश दिए गए हैं। प्रत्येक जिले में स्कूल वाहनों की जांच के निर्देश भी दिए गए हैं। सड़क हादसों के मामलों में स्पीड गन, हेलमेट और सीट बेल्ट के इस्तेमाल को बढ़ावा देने, नियमों का सख्ती से पालन कराने और अधिक जुर्माना पर कार्रवाई की जाएगी। वाहनों का बीमा अनिवार्य करने के लिए भी इंस्पेक्टर, जो पहल का पायलट प्रोजेक्ट शुरू करने पर भी विचार किया जा रहा है। इस प्रस्ताव के तहत एक्शन प्लान को जमीन पर उतारा जा सके। जीरो फैटेलिटी का लक्ष्य तभी हासिल करने की दिशा में आगे बढ़ सकेगा, जब ब्लैक स्पॉट के साथ सड़कों और सड़क खामियों को भी समय पर ठीक किया जाए, जो लगातार हादसों का कारण बन रहे हैं। [927, 272, 1217, 439]
top-right-headline: रेबीज की रोकथाम और बचाव के प्रति आमजन को किया जाएगा जागरूक [941, 21, 1301, 37]
top-right-body: भोपाल। 28 सितंबर को विश्व रेबीज दिवस है। इस अवसर पर संचालनालय स्वास्थ्य सेवाएं एवं डेन्वी और झपीगो (Jhpiego) के संयुक्त तत्वावधान में वाइकिल रैली का आयोजन किया जाएगा। रैली के जरिये लोगों को रेबीज की रोकथाम और बचाव के प्रति आमजन को जागरूक किया जाएगा। 28 सितंबर को प्रातः 7 बजे संचालनालय स्वास्थ्य एवं डेवारी परिसर से प्रारंभ होगी। विभिन्न मार्गों से होते हुए रैली एम्पी बेट वल्लभ पहुंचेगी, जहां इसका समापन होगा। [941, 42, 1337, 89]
zf-col1-text: मध्यप्रदेश में सड़क हादसों में मौतों को शून्य करने के लक्ष्य के साथ सरकार ने जीरो फैटेलिटी मॉडल पर काम तेज कर दिया है, लेकिन इस लक्ष्य के सामने सबसे बड़ी चुनौती खुद सड़कें हैं। उपलब्ध आंकड़ों के मुताबिक 2021 से 2023 के बीच सिर्फ गड्ढों से जुड़े हादसों में 596 लोगों की जान जा चुकी है। ऐसे में प्रदेश के नौ जिलों में लागू होने जा रहा रोड सेफ्टी एक्शन प्लान सिर्फ चर्चिक और ट्रैफिक नियमों तक सीमित नहीं रहेगा, बल्कि सड़क की इंजीनियरिंग खामियों को दूर करना भी इसकी बड़ी कसौटी होगी। प्रदेश के सभी 55 जिलों के लिए रोड सेफ्टी एक्शन प्लान तैयार किया गया है। सुप्रीम कोर्ट कमेटी द्वारा चयनित जीरो फैटेलिटी जिलों में दुर्घटनाओं में मृत्यु दर को शून्य करने के लक्ष्य के [22, 283, 157, 474]
jda-footer-left: म.प्र. माध्यम/128249/2026 [363, 2315, 450, 2325]
table-cell: 42/3/1(5) [1337, 1870, 1391, 1885]
table-cell: 11 (द्वि.च.) [376, 2148, 407, 2170]
schedule-row [1055, 1805, 1495, 1816]
table-cell: श्री दीपक जैन पिता श्री संतोष कुमार जैन पता-134, मोती लाल नेहरू वार्ड, सराफा, जबलपुर [730, 2169, 912, 2190]
schedule-value: : [1213, 1761, 1217, 1771]
page-number: 08 [1473, 89, 1505, 113]
table-cell: दुकान क्र. बी-14 [407, 2127, 489, 2148]
table-cell: 2. [364, 2235, 376, 2257]
ayurveda-headline: आयुर्वेद दिवस पर एम्स भोपाल में 80 लोगों को मिलीं निःशुल्क औषधियां [22, 2178, 328, 2211]
land-row [945, 1913, 1495, 1927]
table-total-row [945, 1927, 1495, 1942]
schedule-value: : गाडरवारा चौपाली मार्ग निर्माण। [1213, 1750, 1311, 1760]
masthead-rule [16, 184, 1505, 185]
table-header-cell: आवेदन दिनांक [379, 2288, 431, 2301]
